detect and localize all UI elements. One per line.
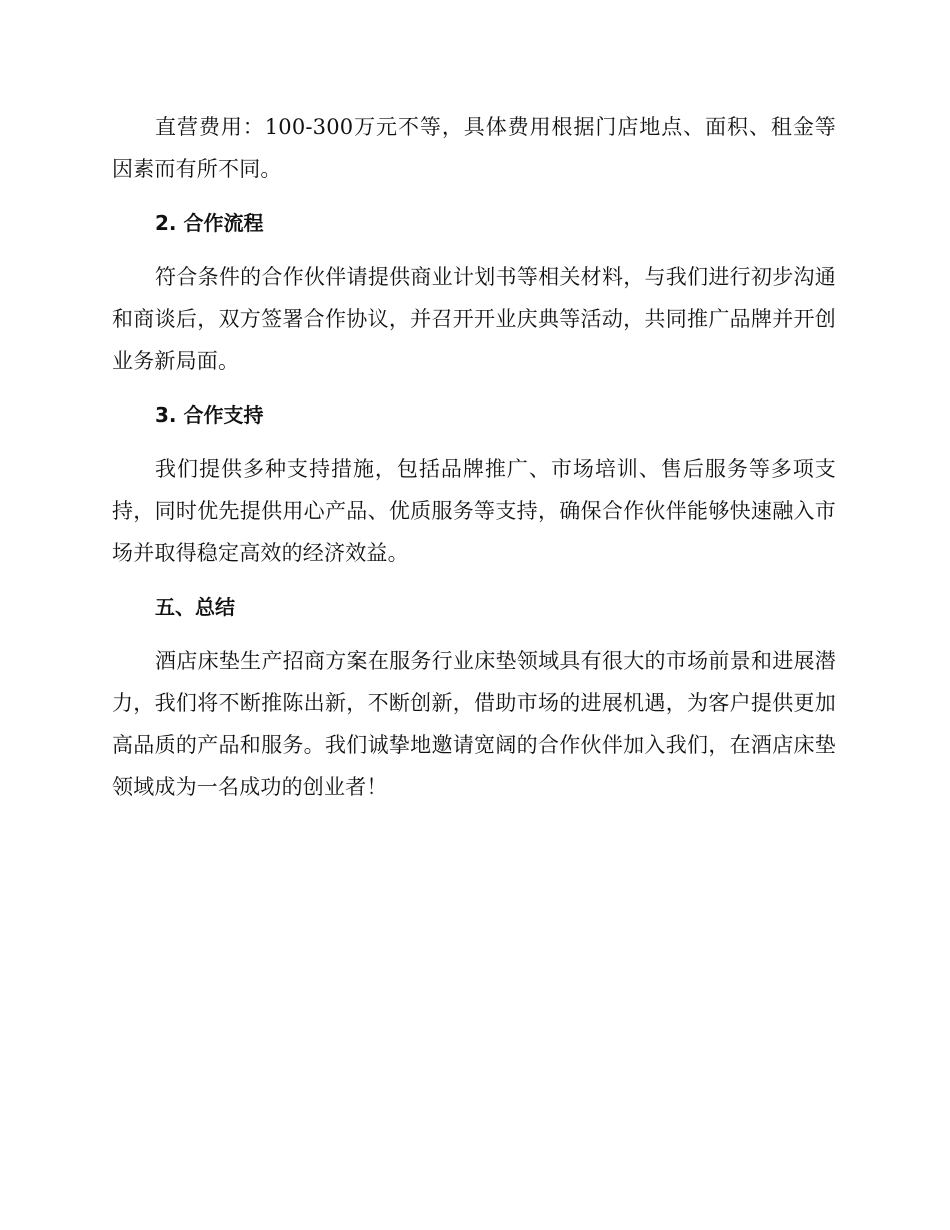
section-heading-cooperation-process: 2. 合作流程 xyxy=(155,211,264,235)
section-heading-summary: 五、总结 xyxy=(155,595,235,619)
paragraph-direct-cost: 直营费用：100-300万元不等，具体费用根据门店地点、面积、租金等因素而有所不同。 xyxy=(112,115,836,181)
paragraph-cooperation-process: 符合条件的合作伙伴请提供商业计划书等相关材料，与我们进行初步沟通和商谈后，双方签署合作协议，并召开开业庆典等活动，共同推广品牌并开创业务新局面。 xyxy=(112,265,836,373)
paragraph-cooperation-support: 我们提供多种支持措施，包括品牌推广、市场培训、售后服务等多项支持，同时优先提供用心产品、优质服务等支持，确保合作伙伴能够快速融入市场并取得稳定高效的经济效益。 xyxy=(112,457,836,565)
document-page xyxy=(112,106,836,808)
paragraph-summary: 酒店床垫生产招商方案在服务行业床垫领域具有很大的市场前景和进展潜力，我们将不断推陈出新，不断创新，借助市场的进展机遇，为客户提供更加高品质的产品和服务。我们诚挚地邀请宽阔的合作伙伴加入我们，在酒店床垫领域成为一名成功的创业者！ xyxy=(112,649,836,799)
section-heading-cooperation-support: 3. 合作支持 xyxy=(155,403,264,427)
